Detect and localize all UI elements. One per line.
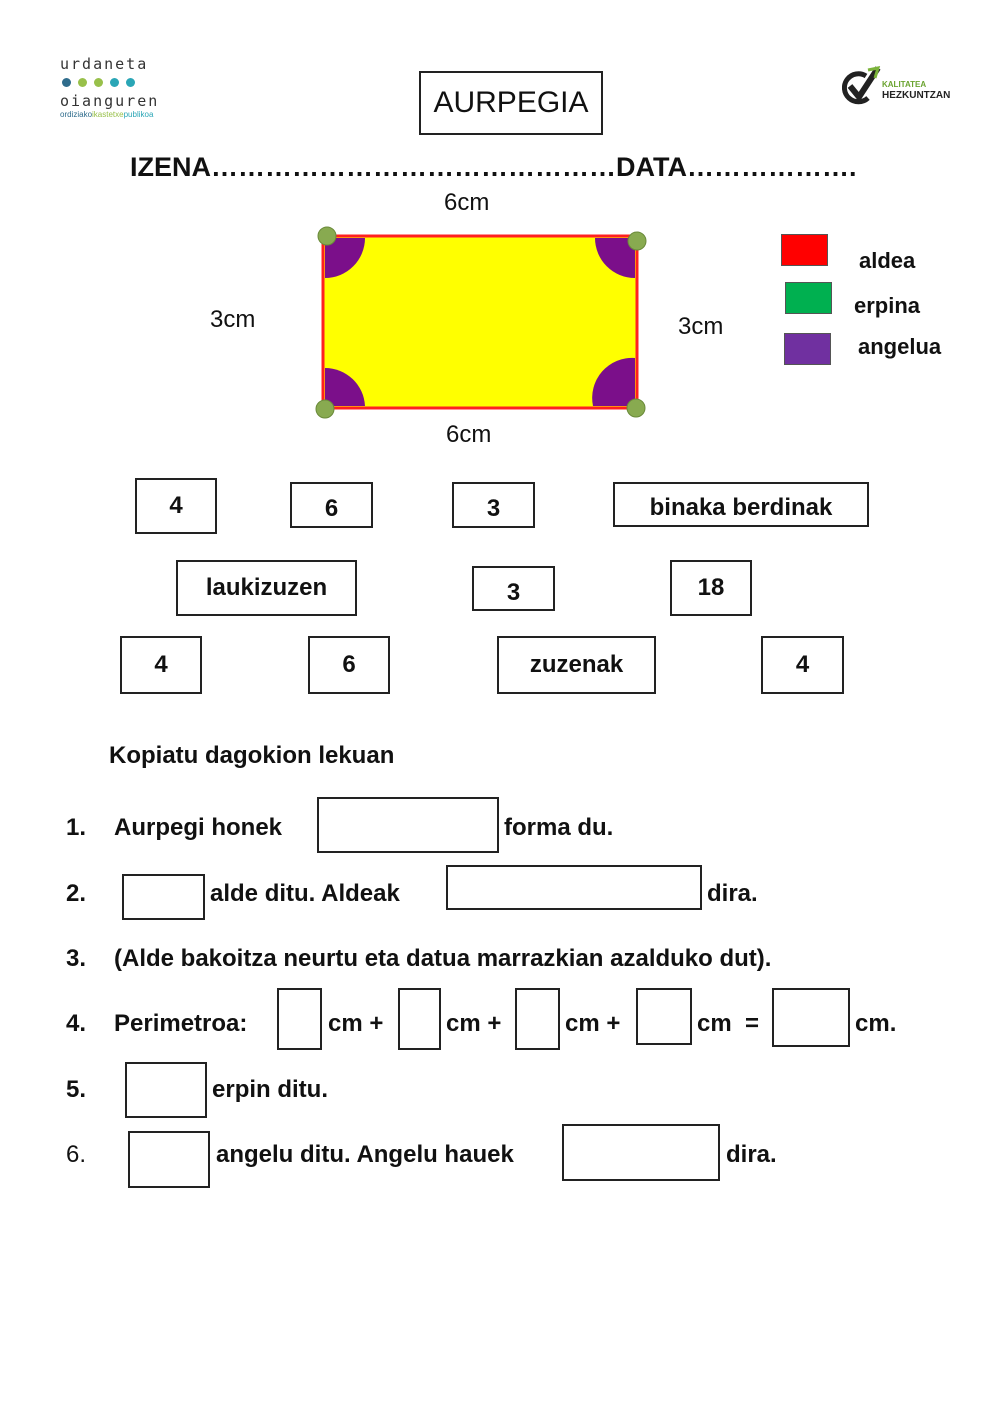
q6-text-mid: angelu ditu. Angelu hauek bbox=[216, 1141, 514, 1168]
q5-answer-box[interactable] bbox=[125, 1062, 207, 1118]
word-chip[interactable]: 18 bbox=[670, 560, 752, 616]
q1-answer-box[interactable] bbox=[317, 797, 499, 853]
q4-number: 4. bbox=[66, 1010, 87, 1037]
q4-cm-equals: cm = bbox=[697, 1010, 760, 1037]
vertex-top-right bbox=[628, 232, 646, 250]
q3-number: 3. bbox=[66, 945, 87, 972]
logo-line2: oianguren bbox=[60, 92, 160, 110]
vertex-bottom-left bbox=[316, 400, 334, 418]
logo-right-line1: KALITATEA bbox=[882, 80, 927, 89]
q2-text-after: dira. bbox=[707, 880, 758, 907]
word-chip[interactable]: 6 bbox=[308, 636, 390, 694]
q4-cm-plus-1: cm + bbox=[328, 1010, 384, 1037]
q1-text-before: Aurpegi honek bbox=[114, 814, 283, 841]
logo-line1: urdaneta bbox=[60, 55, 149, 73]
q2-number: 2. bbox=[66, 880, 87, 907]
word-chip[interactable]: 4 bbox=[120, 636, 202, 694]
q6-number: 6. bbox=[66, 1141, 87, 1168]
q4-side-box-1[interactable] bbox=[277, 988, 322, 1050]
legend-label-vertex: erpina bbox=[854, 293, 921, 318]
logo-tagline: ordiziakoikastetxepublikoa bbox=[60, 110, 154, 119]
word-chip[interactable]: 3 bbox=[472, 566, 555, 611]
q2-text-mid: alde ditu. Aldeak bbox=[210, 880, 400, 907]
q6-answer-box-count[interactable] bbox=[128, 1131, 210, 1188]
word-chip[interactable]: 4 bbox=[761, 636, 844, 694]
legend-label-angle: angelua bbox=[858, 334, 942, 359]
q4-total-box[interactable] bbox=[772, 988, 850, 1047]
q1-number: 1. bbox=[66, 814, 87, 841]
word-chip[interactable]: laukizuzen bbox=[176, 560, 357, 616]
legend-swatch-side bbox=[781, 234, 828, 266]
page-title: AURPEGIA bbox=[419, 71, 603, 135]
logo-right-line2: HEZKUNTZAN bbox=[882, 90, 951, 101]
word-chip[interactable]: binaka berdinak bbox=[613, 482, 869, 527]
measure-right: 3cm bbox=[678, 313, 724, 340]
measure-top: 6cm bbox=[444, 189, 490, 216]
q4-label: Perimetroa: bbox=[114, 1010, 248, 1037]
q1-text-after: forma du. bbox=[504, 814, 614, 841]
measure-bottom: 6cm bbox=[446, 421, 492, 448]
legend-swatch-angle bbox=[784, 333, 831, 365]
vertex-bottom-right bbox=[627, 399, 645, 417]
q6-text-after: dira. bbox=[726, 1141, 777, 1168]
q4-side-box-4[interactable] bbox=[636, 988, 692, 1045]
word-chip[interactable]: 4 bbox=[135, 478, 217, 534]
legend-swatch-vertex bbox=[785, 282, 832, 314]
instruction: Kopiatu dagokion lekuan bbox=[109, 742, 395, 769]
word-chip[interactable]: 3 bbox=[452, 482, 535, 528]
legend-label-side: aldea bbox=[859, 248, 916, 273]
q5-number: 5. bbox=[66, 1076, 87, 1103]
q6-answer-box-type[interactable] bbox=[562, 1124, 720, 1181]
rectangle-face bbox=[323, 236, 637, 408]
name-date-line: IZENA………………………………………DATA………………. bbox=[130, 152, 857, 182]
q3-text: (Alde bakoitza neurtu eta datua marrazkian azalduko dut). bbox=[114, 945, 772, 972]
q2-answer-box-sides[interactable] bbox=[446, 865, 702, 910]
q4-cm-plus-2: cm + bbox=[446, 1010, 502, 1037]
word-chip[interactable]: zuzenak bbox=[497, 636, 656, 694]
vertex-top-left bbox=[318, 227, 336, 245]
q4-side-box-2[interactable] bbox=[398, 988, 441, 1050]
word-chip[interactable]: 6 bbox=[290, 482, 373, 528]
q5-text-after: erpin ditu. bbox=[212, 1076, 328, 1103]
q4-cm-plus-3: cm + bbox=[565, 1010, 621, 1037]
q4-cm-end: cm. bbox=[855, 1010, 897, 1037]
q4-side-box-3[interactable] bbox=[515, 988, 560, 1050]
rectangle-figure bbox=[0, 0, 1000, 460]
q2-answer-box-count[interactable] bbox=[122, 874, 205, 920]
measure-left: 3cm bbox=[210, 306, 256, 333]
